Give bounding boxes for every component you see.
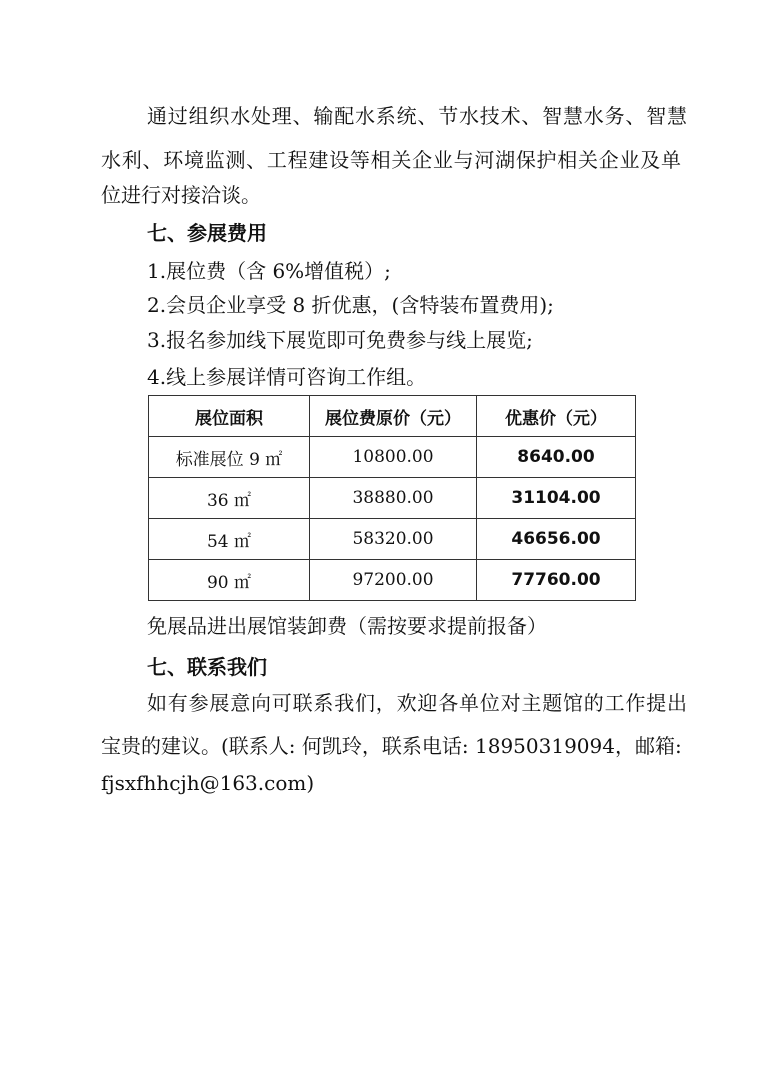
table-row	[149, 519, 636, 560]
fee-item-1: 1.展位费（含 6%增值税）;	[147, 259, 391, 283]
table-cell: 38880.00	[310, 478, 477, 519]
table-row	[149, 560, 636, 601]
table-header-row	[149, 396, 636, 437]
fee-item-2: 2.会员企业享受 8 折优惠，(含特装布置费用);	[147, 293, 554, 317]
contact-line-2: 宝贵的建议。(联系人: 何凯玲，联系电话: 18950319094，邮箱:	[101, 734, 682, 758]
table-cell: 8640.00	[477, 437, 636, 478]
table-cell: 77760.00	[477, 560, 636, 601]
table-row	[149, 437, 636, 478]
table-header-cell: 优惠价（元）	[477, 396, 636, 437]
table-cell: 标准展位 9 ㎡	[149, 437, 310, 478]
table-cell: 10800.00	[310, 437, 477, 478]
contact-line-3: fjsxfhhcjh@163.com)	[101, 771, 315, 795]
table-cell: 46656.00	[477, 519, 636, 560]
table-cell: 97200.00	[310, 560, 477, 601]
table-cell: 58320.00	[310, 519, 477, 560]
intro-line-3: 位进行对接洽谈。	[101, 183, 261, 207]
table-cell: 54 ㎡	[149, 519, 310, 560]
table-header-cell: 展位费原价（元）	[310, 396, 477, 437]
fee-item-4: 4.线上参展详情可咨询工作组。	[147, 365, 427, 389]
table-cell: 31104.00	[477, 478, 636, 519]
table-row	[149, 478, 636, 519]
table-cell: 90 ㎡	[149, 560, 310, 601]
intro-line-1: 通过组织水处理、输配水系统、节水技术、智慧水务、智慧	[147, 104, 687, 128]
fees-heading: 七、参展费用	[147, 221, 267, 245]
fee-item-3: 3.报名参加线下展览即可免费参与线上展览;	[147, 328, 533, 352]
table-cell: 36 ㎡	[149, 478, 310, 519]
contact-heading: 七、联系我们	[147, 655, 267, 679]
fee-table	[148, 395, 636, 601]
fees-note: 免展品进出展馆装卸费（需按要求提前报备）	[147, 614, 547, 638]
contact-line-1: 如有参展意向可联系我们，欢迎各单位对主题馆的工作提出	[147, 691, 687, 715]
table-header-cell: 展位面积	[149, 396, 310, 437]
intro-line-2: 水利、环境监测、工程建设等相关企业与河湖保护相关企业及单	[101, 148, 681, 172]
